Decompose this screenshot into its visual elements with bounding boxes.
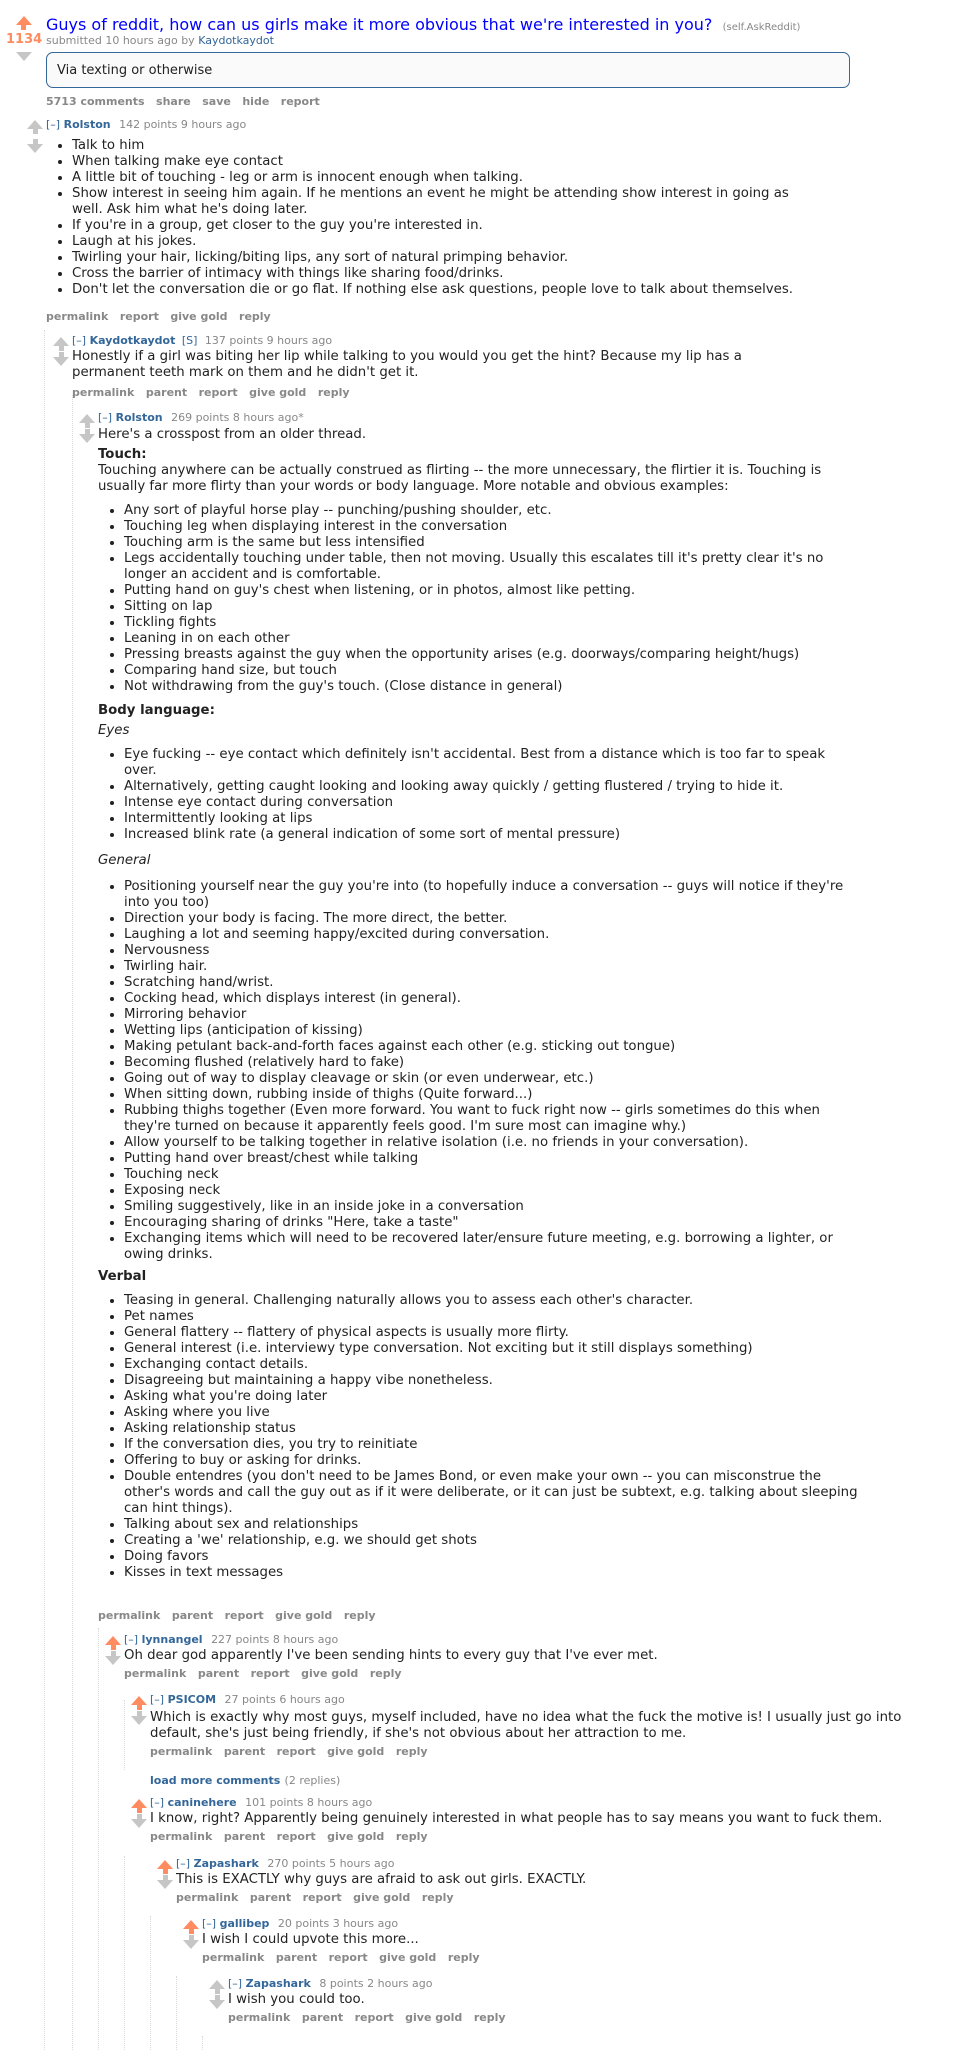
list-item: • Touching neck	[124, 1167, 858, 1183]
post-domain[interactable]: (self.AskReddit)	[722, 22, 801, 33]
list-item: • Double entendres (you don't need to be James Bond, or even make your own -- you can misconstrue the other's words and call the guy out as if it were deliberate, or it can just be subtext, e.g. talking about sleeping can hint things).	[124, 1469, 858, 1517]
comment-text: Honestly if a girl was biting her lip while talking to you would you get the hint? Because my lip has a permanent teeth mark on them and he didn't get it.	[72, 349, 742, 380]
permalink-button[interactable]: permalink	[98, 1609, 161, 1622]
give-gold-button[interactable]: give gold	[249, 386, 307, 399]
list-item: • Doing favors	[124, 1549, 858, 1565]
reply-button[interactable]: reply	[317, 386, 350, 399]
comment-author[interactable]: PSICOM	[167, 1693, 217, 1706]
list-item: • Asking relationship status	[124, 1421, 858, 1437]
list-item: • Comparing hand size, but touch	[124, 663, 858, 679]
comments-link[interactable]: 5713 comments	[46, 95, 145, 108]
list-item: • Twirling your hair, licking/biting lips, any sort of natural primping behavior.	[72, 250, 806, 266]
thread-line[interactable]	[98, 1628, 99, 2050]
comment-votes	[24, 120, 46, 155]
reply-button[interactable]: reply	[369, 1667, 402, 1680]
comment-text: This is EXACTLY why guys are afraid to ask out girls. EXACTLY.	[176, 1872, 587, 1887]
list-item: • If the conversation dies, you try to reinitiate	[124, 1437, 858, 1453]
downvote-arrow-icon[interactable]	[16, 52, 32, 61]
report-button[interactable]: report	[119, 310, 159, 323]
comment-body	[228, 1992, 928, 2008]
list-item: • Laugh at his jokes.	[72, 234, 806, 250]
list-item: • Touching leg when displaying interest in the conversation	[124, 519, 858, 535]
list-item: • Cocking head, which displays interest (in general).	[124, 991, 858, 1007]
submitter-flair: [S]	[181, 334, 198, 347]
list-item: • Don't let the conversation die or go flat. If nothing else ask questions, people love to talk about themselves.	[72, 282, 806, 298]
comment-body	[72, 349, 812, 381]
report-button[interactable]: report	[276, 1745, 316, 1758]
list-item: • Putting hand on guy's chest when listening, or in photos, almost like petting.	[124, 583, 858, 599]
comment-text: I wish I could upvote this more...	[202, 1932, 419, 1947]
comment-author[interactable]: lynnangel	[141, 1633, 203, 1646]
save-button[interactable]: save	[202, 95, 231, 108]
list-item: • Talking about sex and relationships	[124, 1517, 858, 1533]
comment-votes	[128, 1799, 150, 1830]
thread-line[interactable]	[124, 1856, 125, 2050]
list-item: • Teasing in general. Challenging naturally allows you to assess each other's character.	[124, 1293, 858, 1309]
reply-button[interactable]: reply	[395, 1745, 428, 1758]
comment-author[interactable]: Zapashark	[245, 1977, 311, 1990]
collapse-toggle[interactable]: [–]	[176, 1857, 191, 1870]
thread-line[interactable]	[202, 2036, 203, 2050]
comment-votes	[128, 1696, 150, 1727]
comment-body	[98, 427, 858, 1585]
post-selftext-box	[46, 52, 850, 88]
give-gold-button[interactable]: give gold	[353, 1891, 411, 1904]
list-item: • General interest (i.e. interviewy type conversation. Not exciting but it still displays something)	[124, 1341, 858, 1357]
permalink-button[interactable]: permalink	[228, 2011, 291, 2024]
report-button[interactable]: report	[302, 1891, 342, 1904]
permalink-button[interactable]: permalink	[150, 1745, 213, 1758]
parent-button[interactable]: parent	[145, 386, 188, 399]
collapse-toggle[interactable]: [–]	[150, 1693, 165, 1706]
list-item: • Becoming flushed (relatively hard to fake)	[124, 1055, 858, 1071]
upvote-arrow-icon[interactable]	[105, 1636, 121, 1645]
comment-points: 137 points 9 hours ago	[204, 334, 333, 347]
list-item: • Eye fucking -- eye contact which definitely isn't accidental. Best from a distance which is too far to speak over.	[124, 747, 858, 779]
permalink-button[interactable]: permalink	[46, 310, 109, 323]
list-item: • Disagreeing but maintaining a happy vibe nonetheless.	[124, 1373, 858, 1389]
comment-text: Which is exactly why most guys, myself included, have no idea what the fuck the motive is! I usually just go into default, she's just being friendly, if she's not obvious about her attraction to me.	[150, 1710, 902, 1741]
list-item: • Increased blink rate (a general indication of some sort of mental pressure)	[124, 827, 858, 843]
post-title[interactable]: Guys of reddit, how can us girls make it more obvious that we're interested in you?	[46, 15, 713, 34]
comment-votes	[206, 1980, 228, 2011]
give-gold-button[interactable]: give gold	[327, 1745, 385, 1758]
list-item: • Kisses in text messages	[124, 1565, 858, 1581]
give-gold-button[interactable]: give gold	[301, 1667, 359, 1680]
comment-votes	[180, 1920, 202, 1951]
thread-line[interactable]	[72, 395, 73, 2050]
upvote-arrow-icon[interactable]	[131, 1696, 147, 1705]
comment-meta	[176, 1856, 395, 1872]
share-button[interactable]: share	[156, 95, 191, 108]
post-score: 1134	[6, 32, 43, 47]
comment-points: 227 points 8 hours ago	[211, 1633, 339, 1646]
reply-button[interactable]: reply	[395, 1830, 428, 1843]
post-tagline: submitted 10 hours ago by Kaydotkaydot	[46, 34, 274, 47]
give-gold-button[interactable]: give gold	[405, 2011, 463, 2024]
thread-line[interactable]	[124, 1700, 125, 1770]
list-item: • Scratching hand/wrist.	[124, 975, 858, 991]
comment-buttons	[46, 309, 279, 325]
list-item: • When talking make eye contact	[72, 154, 806, 170]
collapse-toggle[interactable]: [–]	[202, 1917, 217, 1930]
list-item: • Pressing breasts against the guy when the opportunity arises (e.g. doorways/comparing height/hugs)	[124, 647, 858, 663]
comment-buttons	[176, 1890, 462, 1906]
collapse-toggle[interactable]: [–]	[150, 1796, 165, 1809]
list-item: • Asking where you live	[124, 1405, 858, 1421]
list-item: • Alternatively, getting caught looking and looking away quickly / getting flustered / trying to hide it.	[124, 779, 858, 795]
list-item: • Tickling fights	[124, 615, 858, 631]
comment-points: 101 points 8 hours ago	[245, 1796, 373, 1809]
collapse-toggle[interactable]: [–]	[98, 411, 113, 424]
list-item: • Sitting on lap	[124, 599, 858, 615]
downvote-arrow-icon[interactable]	[183, 1940, 199, 1949]
parent-button[interactable]: parent	[223, 1830, 266, 1843]
list-item: • Twirling hair.	[124, 959, 858, 975]
list-item: • Laughing a lot and seeming happy/excited during conversation.	[124, 927, 858, 943]
post-vote	[12, 16, 32, 30]
comment-body	[176, 1872, 916, 1888]
comment-meta	[150, 1795, 372, 1811]
parent-button[interactable]: parent	[171, 1609, 214, 1622]
comment-votes	[50, 337, 72, 368]
subsection-heading: General	[98, 853, 151, 868]
upvote-arrow-icon[interactable]	[16, 16, 32, 25]
give-gold-button[interactable]: give gold	[379, 1951, 437, 1964]
report-button[interactable]: report	[276, 1830, 316, 1843]
permalink-button[interactable]: permalink	[72, 386, 135, 399]
list-item: • Exchanging items which will need to be recovered later/ensure future meeting, e.g. borrowing a lighter, or owing drinks.	[124, 1231, 858, 1263]
comment-body	[202, 1932, 902, 1948]
comment-points: 270 points 5 hours ago	[267, 1857, 395, 1870]
parent-button[interactable]: parent	[301, 2011, 344, 2024]
thread-line[interactable]	[150, 1916, 151, 2050]
list-item: • Exchanging contact details.	[124, 1357, 858, 1373]
comment-text: I wish you could too.	[228, 1992, 365, 2007]
comment-author[interactable]: gallibep	[219, 1917, 270, 1930]
post-author[interactable]: Kaydotkaydot	[198, 34, 274, 47]
comment-points: 269 points 8 hours ago*	[171, 411, 304, 424]
comment-author[interactable]: Zapashark	[193, 1857, 259, 1870]
list-item: • If you're in a group, get closer to the guy you're interested in.	[72, 218, 806, 234]
comment-votes	[102, 1636, 124, 1667]
permalink-button[interactable]: permalink	[202, 1951, 265, 1964]
reply-button[interactable]: reply	[447, 1951, 480, 1964]
comment-buttons	[150, 1829, 436, 1845]
list-item: • Exposing neck	[124, 1183, 858, 1199]
report-button[interactable]: report	[198, 386, 238, 399]
list-item: • Making petulant back-and-forth faces against each other (e.g. sticking out tongue)	[124, 1039, 858, 1055]
downvote-arrow-icon[interactable]	[79, 434, 95, 443]
comment-meta	[98, 410, 304, 426]
list-item: • Intermittently looking at lips	[124, 811, 858, 827]
parent-button[interactable]: parent	[275, 1951, 318, 1964]
upvote-arrow-icon[interactable]	[27, 120, 43, 129]
comment-votes	[76, 414, 98, 445]
report-button[interactable]: report	[354, 2011, 394, 2024]
list-item: • Encouraging sharing of drinks "Here, take a taste"	[124, 1215, 858, 1231]
upvote-arrow-icon[interactable]	[53, 337, 69, 346]
comment-meta	[202, 1916, 398, 1932]
comment-buttons	[124, 1666, 410, 1682]
comment-buttons	[98, 1608, 384, 1624]
comment-buttons	[228, 2010, 514, 2026]
comment-author[interactable]: Rolston	[115, 411, 163, 424]
upvote-arrow-icon[interactable]	[209, 1980, 225, 1989]
comment-author[interactable]: caninehere	[167, 1796, 237, 1809]
load-more-comments[interactable]	[150, 1773, 340, 1788]
parent-button[interactable]: parent	[249, 1891, 292, 1904]
list-item: • Offering to buy or asking for drinks.	[124, 1453, 858, 1469]
list-item: • Mirroring behavior	[124, 1007, 858, 1023]
parent-button[interactable]: parent	[197, 1667, 240, 1680]
comment-meta	[72, 333, 332, 349]
post-downvote[interactable]	[16, 52, 32, 63]
post-title-line	[46, 15, 800, 34]
permalink-button[interactable]: permalink	[176, 1891, 239, 1904]
list-item: • Pet names	[124, 1309, 858, 1325]
downvote-arrow-icon[interactable]	[53, 357, 69, 366]
list-item: • Creating a 'we' relationship, e.g. we should get shots	[124, 1533, 858, 1549]
list-item: • Talk to him	[72, 138, 806, 154]
comment-points: 27 points 6 hours ago	[224, 1693, 345, 1706]
comment-buttons	[150, 1744, 436, 1760]
comment-body	[46, 138, 806, 298]
upvote-arrow-icon[interactable]	[79, 414, 95, 423]
list-item: • Allow yourself to be talking together in relative isolation (i.e. no friends in your conversation).	[124, 1135, 858, 1151]
upvote-arrow-icon[interactable]	[131, 1799, 147, 1808]
comment-text: I know, right? Apparently being genuinely interested in what people has to say means you want to fuck them.	[150, 1811, 883, 1826]
downvote-arrow-icon[interactable]	[131, 1819, 147, 1828]
comment-points: 20 points 3 hours ago	[277, 1917, 399, 1930]
report-button[interactable]: report	[328, 1951, 368, 1964]
downvote-arrow-icon[interactable]	[27, 144, 43, 153]
list-item: • When sitting down, rubbing inside of thighs (Quite forward...)	[124, 1087, 858, 1103]
list-item: • A little bit of touching - leg or arm is innocent enough when talking.	[72, 170, 806, 186]
reply-button[interactable]: reply	[473, 2011, 506, 2024]
give-gold-button[interactable]: give gold	[170, 310, 228, 323]
list-item: • Intense eye contact during conversation	[124, 795, 858, 811]
comment-meta	[228, 1976, 433, 1992]
report-button[interactable]: report	[280, 95, 320, 108]
upvote-arrow-icon[interactable]	[157, 1860, 173, 1869]
reply-button[interactable]: reply	[421, 1891, 454, 1904]
comment-points: 142 points 9 hours ago	[119, 118, 247, 131]
list-item: • Legs accidentally touching under table, then not moving. Usually this escalates till it's pretty clear it's no longer an accident and is comfortable.	[124, 551, 858, 583]
post-buttons	[46, 94, 328, 110]
list-item: • Cross the barrier of intimacy with things like sharing food/drinks.	[72, 266, 806, 282]
list-item: • Asking what you're doing later	[124, 1389, 858, 1405]
list-item: • Direction your body is facing. The more direct, the better.	[124, 911, 858, 927]
section-heading: Verbal	[98, 1269, 147, 1284]
comment-buttons	[72, 385, 358, 401]
downvote-arrow-icon[interactable]	[157, 1880, 173, 1889]
list-item: • Touching arm is the same but less intensified	[124, 535, 858, 551]
comment-intro: Here's a crosspost from an older thread.	[98, 427, 367, 442]
report-button[interactable]: report	[224, 1609, 264, 1622]
collapse-toggle[interactable]: [–]	[72, 334, 87, 347]
list-item: • Putting hand over breast/chest while talking	[124, 1151, 858, 1167]
reply-button[interactable]: reply	[239, 310, 271, 323]
list-item: • Show interest in seeing him again. If he mentions an event he might be attending show interest in going as well. Ask him what he's doing later.	[72, 186, 806, 218]
comment-meta	[150, 1692, 345, 1708]
comment-author[interactable]: Kaydotkaydot	[89, 334, 176, 347]
parent-button[interactable]: parent	[223, 1745, 266, 1758]
load-more-count: (2 replies)	[284, 1774, 341, 1787]
collapse-toggle[interactable]: [–]	[228, 1977, 243, 1990]
list-item: • Smiling suggestively, like in an inside joke in a conversation	[124, 1199, 858, 1215]
give-gold-button[interactable]: give gold	[275, 1609, 333, 1622]
comment-buttons	[202, 1950, 488, 1966]
list-item: • Positioning yourself near the guy you're into (to hopefully induce a conversation -- guys will notice if they're into you too)	[124, 879, 858, 911]
section-text: Touching anywhere can be actually construed as flirting -- the more unnecessary, the flirtier it is. Touching is usually far more flirty than your words or body language. More notable and obvious examples:	[98, 463, 822, 494]
permalink-button[interactable]: permalink	[124, 1667, 187, 1680]
load-more-link[interactable]: load more comments	[150, 1774, 281, 1787]
comment-author[interactable]: Rolston	[63, 118, 111, 131]
list-item: • Rubbing thighs together (Even more forward. You want to fuck right now -- girls sometimes do this when they're turned on because it apparently feels good. I'm sure most can imagine why.)	[124, 1103, 858, 1135]
post-selftext: Via texting or otherwise	[57, 63, 213, 78]
comment-body	[124, 1648, 864, 1664]
subsection-heading: Eyes	[98, 723, 130, 738]
downvote-arrow-icon[interactable]	[105, 1656, 121, 1665]
hide-button[interactable]: hide	[242, 95, 270, 108]
section-heading: Touch:	[98, 447, 147, 462]
collapse-toggle[interactable]: [–]	[46, 118, 61, 131]
comment-text: Oh dear god apparently I've been sending hints to every guy that I've ever met.	[124, 1648, 658, 1663]
list-item: • Wetting lips (anticipation of kissing)	[124, 1023, 858, 1039]
comment-points: 8 points 2 hours ago	[319, 1977, 433, 1990]
thread-line[interactable]	[44, 330, 45, 2050]
reply-button[interactable]: reply	[343, 1609, 376, 1622]
list-item: • Going out of way to display cleavage or skin (or even underwear, etc.)	[124, 1071, 858, 1087]
comment-meta	[46, 117, 246, 133]
comment-body	[150, 1710, 920, 1742]
downvote-arrow-icon[interactable]	[131, 1716, 147, 1725]
upvote-arrow-icon[interactable]	[183, 1920, 199, 1929]
give-gold-button[interactable]: give gold	[327, 1830, 385, 1843]
comment-votes	[154, 1860, 176, 1891]
list-item: • General flattery -- flattery of physical aspects is usually more flirty.	[124, 1325, 858, 1341]
comment-meta	[124, 1632, 338, 1648]
report-button[interactable]: report	[250, 1667, 290, 1680]
list-item: • Leaning in on each other	[124, 631, 858, 647]
list-item: • Any sort of playful horse play -- punching/pushing shoulder, etc.	[124, 503, 858, 519]
comment-body	[150, 1811, 930, 1827]
downvote-arrow-icon[interactable]	[209, 2000, 225, 2009]
permalink-button[interactable]: permalink	[150, 1830, 213, 1843]
collapse-toggle[interactable]: [–]	[124, 1633, 139, 1646]
section-heading: Body language:	[98, 703, 215, 718]
list-item: • Not withdrawing from the guy's touch. (Close distance in general)	[124, 679, 858, 695]
thread-line[interactable]	[176, 1976, 177, 2050]
list-item: • Nervousness	[124, 943, 858, 959]
